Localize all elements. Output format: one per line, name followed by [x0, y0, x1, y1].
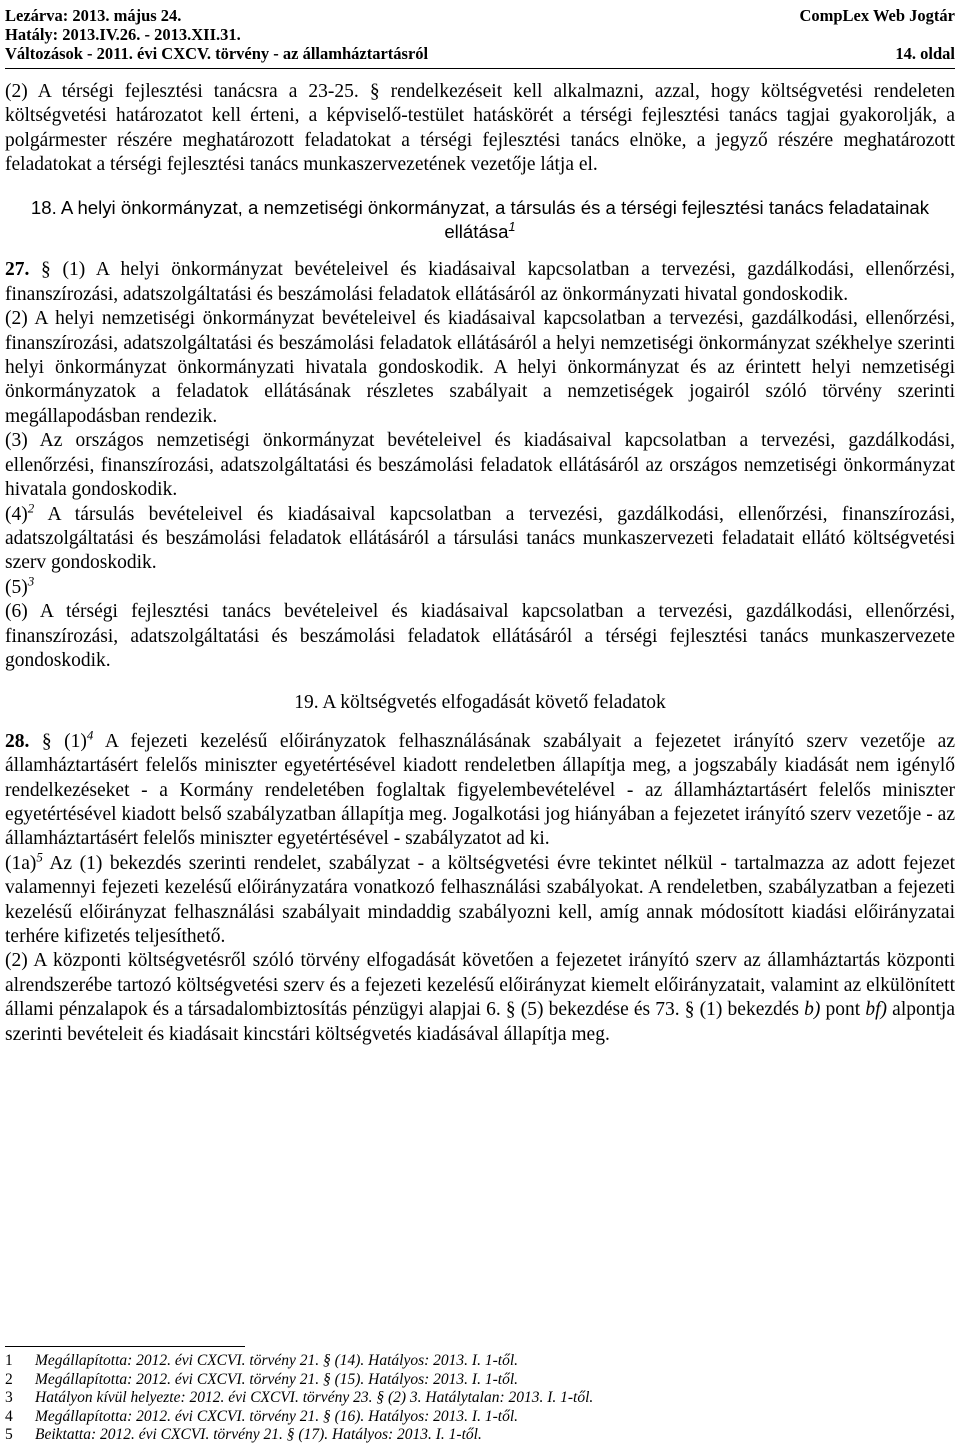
footnote-number: 4: [5, 1407, 13, 1425]
header-divider: [5, 68, 955, 69]
paragraph-27-6: (6) A térségi fejlesztési tanács bevételeivel és kiadásaival kapcsolatban a tervezési, gazdálkodási, ellenőrzési, finanszírozási, adatszolgáltatási és beszámolási feladatok ellátásáról a térségi fejlesztési tanács munkaszervezete gondoskodik.: [5, 601, 955, 671]
footnote-text: Hatályon kívül helyezte: 2012. évi CXCVI. törvény 23. § (2) 3. Hatálytalan: 2013. I. 1-től.: [35, 1389, 594, 1407]
footnote: [5, 1352, 955, 1371]
paragraph-28-1a-text: Az (1) bekezdés szerinti rendelet, szabályzat - a költségvetési évre tekintet nélkül - tartalmazza az adott fejezet valamennyi fejezeti kezelésű előirányzatára vonatkozó felhasználási szabályokat. A rendeletben, szabályzatban a fejezeti kezelésű előirányzat felhasználási szabályait mindaddig szabályozni kell, amíg annak módosított kiadási előirányzatai terhére kifizetés teljesíthető.: [5, 852, 955, 947]
footnote-number: 5: [5, 1426, 13, 1444]
footnote: [5, 1408, 955, 1427]
footnote: [5, 1371, 955, 1390]
footnote-number: 1: [5, 1352, 13, 1369]
footnote-text: Megállapította: 2012. évi CXCVI. törvény 21. § (14). Hatályos: 2013. I. 1-től.: [35, 1352, 518, 1369]
paragraph-27-1-text: § (1) A helyi önkormányzat bevételeivel és kiadásaival kapcsolatban a tervezési, gazdálkodási, ellenőrzési, finanszírozási, adatszolgáltatási és beszámolási feladatok ellátásáról az önkormányzati hivatal gondoskodik.: [5, 259, 955, 305]
footnote-text: Beiktatta: 2012. évi CXCVI. törvény 21. § (17). Hatályos: 2013. I. 1-től.: [35, 1426, 482, 1444]
footnote: [5, 1426, 955, 1445]
paragraph-27-4-label: (4): [5, 503, 28, 525]
paragraph-28-1-label: § (1): [29, 730, 87, 752]
header-effective-range: Hatály: 2013.IV.26. - 2013.XII.31.: [5, 25, 241, 44]
paragraph-28-1: [5, 727, 955, 852]
footnote-ref-1[interactable]: 1: [508, 218, 516, 234]
paragraph-28-1a: [5, 849, 955, 950]
footnote-ref-2[interactable]: 2: [27, 500, 35, 515]
paragraph-27-5: [5, 573, 955, 600]
header-law-title: Változások - 2011. évi CXCV. törvény - az államháztartásról: [5, 44, 429, 63]
paragraph-28-2-point-b: b): [804, 999, 821, 1021]
paragraph-27-4: [5, 500, 955, 576]
header-page-number: 14. oldal: [895, 44, 955, 63]
footnote-text: Megállapította: 2012. évi CXCVI. törvény 21. § (16). Hatályos: 2013. I. 1-től.: [35, 1407, 518, 1425]
paragraph-28-2-subpoint-bf: bf): [865, 999, 888, 1021]
footnote-ref-4[interactable]: 4: [86, 727, 94, 743]
paragraph-28-1-text: A fejezeti kezelésű előirányzatok felhasználásának szabályait a fejezetet irányító szerv vezetője az államháztartásért felelős miniszter egyetértésével kiadott rendeletben állapítja meg, a jogszabály kiadását nem igénylő rendelkezéseket - a Kormány rendeletében foglaltak figyelembevételével - az államháztartásért felelős miniszter egyetértésével kiadott belső szabályzatban állapítja meg. Jogalkotási jog hiányában a fejezetet irányító szerv vezetője - az államháztartásért felelős miniszter egyetértésével - szabályzatot ad ki.: [5, 730, 955, 850]
document-body: [5, 80, 955, 1047]
section-heading-18: [25, 196, 935, 245]
footnotes: [5, 1352, 955, 1445]
paragraph-28-2-text-a: (2) A központi költségvetésről szóló törvény elfogadását követően a fejezetet irányító szerv az államháztartás központi alrendszerébe tartozó költségvetési szerv és a fejezeti kezelésű előirányzat kiemelt előirányzatait, valamint az elkülönített állami pénzalapok és a társadalombiztosítás pénzügyi alapjai 6. § (5) bekezdése és 73. § (1) bekezdés: [5, 950, 955, 1021]
paragraph-28-2-text-b: pont: [820, 999, 866, 1021]
section-heading-19: 19. A költségvetés elfogadását követő feladatok: [294, 692, 666, 714]
footnote-ref-3[interactable]: 3: [27, 573, 35, 589]
paragraph-28-1a-label: (1a): [5, 852, 37, 874]
paragraph-28-2: [5, 949, 955, 1047]
footnote-text: Megállapította: 2012. évi CXCVI. törvény 21. § (15). Hatályos: 2013. I. 1-től.: [35, 1370, 518, 1388]
footnote-divider: [5, 1346, 245, 1347]
paragraph-28-2-text-c: alpontja szerinti bevételeit és kiadásait kincstári költségvetés kiadásával állapítja meg.: [5, 999, 955, 1045]
section-heading-18-text: 18. A helyi önkormányzat, a nemzetiségi önkormányzat, a társulás és a térségi fejlesztési tanács feladatainak ellátása: [30, 196, 930, 243]
section-number-28: 28.: [5, 730, 30, 752]
footnote-number: 3: [5, 1389, 13, 1407]
footnote-number: 2: [5, 1370, 13, 1388]
paragraph-27-4-text: A társulás bevételeivel és kiadásaival kapcsolatban a tervezési, gazdálkodási, ellenőrzési, finanszírozási, adatszolgáltatási és beszámolási feladatok ellátásáról a társulási tanács munkaszervezeti feladatait ellátó költségvetési szerv gondoskodik.: [5, 503, 955, 574]
paragraph-27-1: [5, 258, 955, 307]
paragraph-27-5-label: (5): [5, 576, 28, 598]
paragraph-intro: (2) A térségi fejlesztési tanácsra a 23-25. § rendelkezéseit kell alkalmazni, azzal, hogy költségvetési rendeleten költségvetési határozatot kell érteni, a képviselő-testület hatáskörét a térségi fejlesztési tanács tagjai gyakorolják, a polgármester részére meghatározott feladatokat a térségi fejlesztési tanács elnöke, a jegyző részére meghatározott feladatokat a térségi fejlesztési tanács munkaszervezetének vezetője látja el.: [5, 81, 955, 176]
paragraph-27-2: (2) A helyi nemzetiségi önkormányzat bevételeivel és kiadásaival kapcsolatban a tervezési, gazdálkodási, ellenőrzési, finanszírozási, adatszolgáltatási és beszámolási feladatok ellátásáról a helyi nemzetiségi önkormányzat székhelye szerinti helyi önkormányzat önkormányzati hivatala gondoskodik. A helyi önkormányzat és az érintett helyi nemzetiségi önkormányzatok a feladatok ellátásának részletes szabályait a nemzetiségek jogairól szóló törvény szerinti megállapodásban rendezik.: [5, 308, 955, 427]
header-closed-date: Lezárva: 2013. május 24.: [5, 6, 182, 25]
footnote: [5, 1389, 955, 1408]
footnote-ref-5[interactable]: 5: [36, 849, 43, 865]
section-number-27: 27.: [5, 259, 30, 281]
paragraph-27-3: (3) Az országos nemzetiségi önkormányzat bevételeivel és kiadásaival kapcsolatban a tervezési, gazdálkodási, ellenőrzési, finanszírozási, adatszolgáltatási és beszámolási feladatok ellátásáról az országos nemzetiségi önkormányzat hivatala gondoskodik.: [5, 430, 955, 501]
header-publisher: CompLex Web Jogtár: [799, 6, 955, 25]
page-header: [5, 6, 955, 63]
